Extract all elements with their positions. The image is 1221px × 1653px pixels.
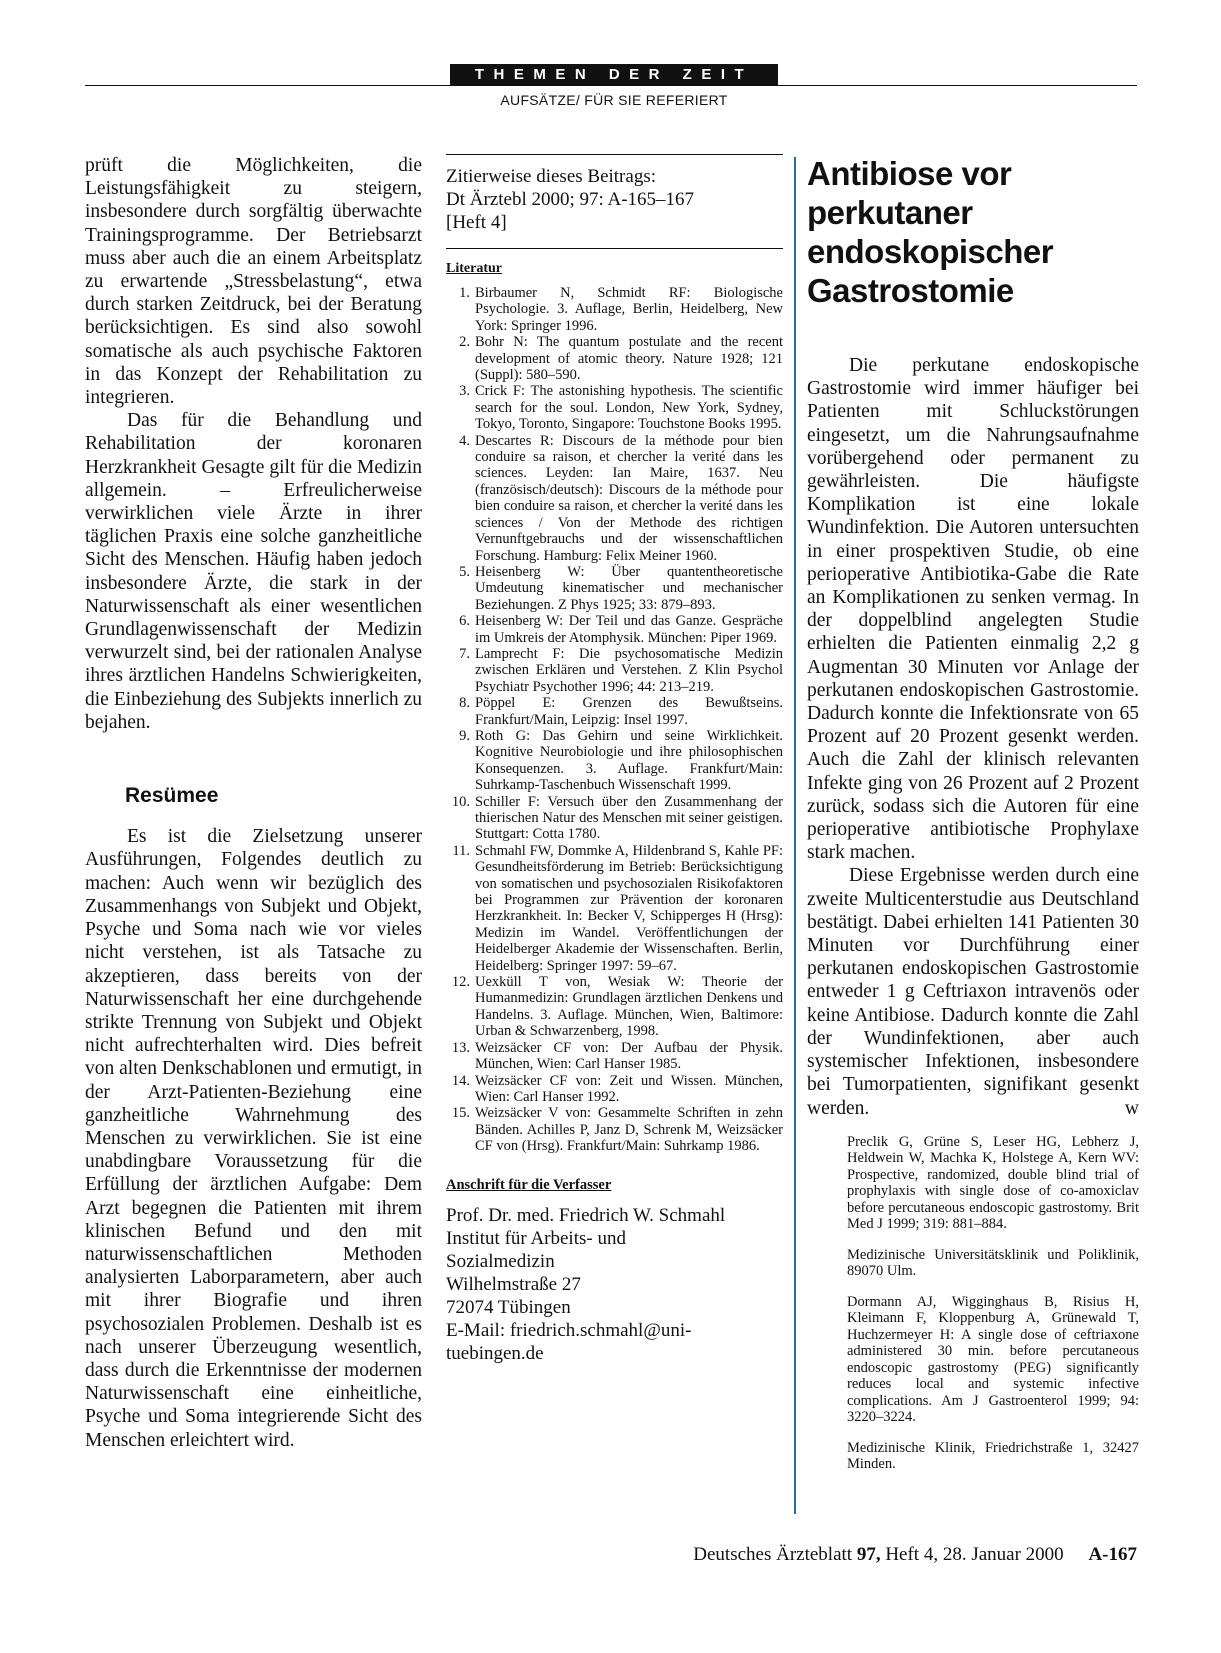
reference-number: 6.	[459, 613, 470, 630]
header-rule	[85, 85, 1137, 86]
address-line: E-Mail: friedrich.schmahl@uni-	[446, 1319, 692, 1341]
reference-item	[446, 695, 783, 728]
reference-text: Schiller F: Versuch über den Zusammenhang der thierischen Natur des Menschen mit seiner geistigen. Stuttgart: Cotta 1780.	[475, 793, 783, 843]
page-number: A-167	[1088, 1544, 1137, 1565]
reference-number: 8.	[459, 695, 470, 712]
reference-number: 11.	[452, 842, 470, 859]
reference-text: Pöppel E: Grenzen des Bewußtseins. Frankfurt/Main, Leipzig: Insel 1997.	[475, 695, 783, 728]
column-divider	[794, 157, 796, 1514]
affiliation: Medizinische Klinik, Friedrichstraße 1, 32427 Minden.	[847, 1439, 1139, 1473]
reference-text: Birbaumer N, Schmidt RF: Biologische Psychologie. 3. Auflage, Berlin, Heidelberg, New York: Springer 1996.	[475, 285, 783, 334]
references-heading: Literatur	[446, 261, 502, 276]
article-body	[807, 354, 1139, 1120]
reference-text: Bohr N: The quantum postulate and the recent development of atomic theory. Nature 1928; 121 (Suppl): 580–590.	[475, 334, 783, 384]
reference-item	[446, 613, 783, 646]
citation-line: Zitierweise dieses Beitrags:	[446, 166, 656, 187]
reference-text: Weizsäcker CF von: Zeit und Wissen. München, Wien: Carl Hanser 1992.	[475, 1072, 783, 1105]
reference-item	[446, 728, 783, 794]
reference-text: Schmahl FW, Dommke A, Hildenbrand S, Kahle PF: Gesundheitsförderung im Betrieb: Berücksichtigung von somatischen und psychosozialen Risikofaktoren bei Programmen zur Prävention der koronaren Herzkrankheit. In: Becker V, Schipperges H (Hrsg): Medizin im Wandel. Veröffentlichungen der Heidelberger Akademie der Wissenschaften. Berlin, Heidelberg: Springer 1997: 59–67.	[475, 842, 783, 974]
reference-text: Descartes R: Discours de la méthode pour bien conduire sa raison, et chercher la verité dans les sciences. Leyden: Ian Maire, 1637. Neu (französisch/deutsch): Discours de la méthode pour bien conduire sa raison, et chercher la verité dans les sciences / Von der Methode des richtigen Vernunftgebrauchs und der wissenschaftlichen Forschung. Hamburg: Felix Meiner 1960.	[475, 432, 783, 564]
reference-number: 10.	[451, 793, 470, 810]
reference-text: Heisenberg W: Über quantentheoretische Umdeutung kinematischer und mechanischer Beziehungen. Z Phys 1925; 33: 879–893.	[475, 563, 783, 613]
page-footer	[693, 1544, 1137, 1566]
citation-block	[446, 165, 783, 234]
body-paragraph: Das für die Behandlung und Rehabilitation der koronaren Herzkrankheit Gesagte gilt für die Medizin allgemein. – Erfreulicherweise verwirklichen viele Ärzte in ihrer täglichen Praxis eine solche ganzheitliche Sicht des Menschen. Häufig haben jedoch insbesondere Ärzte, die stark in der Naturwissenschaft als einer wesentlichen Grundlagenwissenschaft der Medizin verwurzelt sind, bei der rationalen Analyse ihres ärztlichen Handelns Schwierigkeiten, die Einbeziehung des Subjekts innerlich zu bejahen.	[85, 410, 422, 733]
reference-number: 13.	[451, 1039, 470, 1056]
reference-item	[446, 285, 783, 334]
reference-text: Weizsäcker CF von: Der Aufbau der Physik. München, Wien: Carl Hanser 1985.	[475, 1039, 783, 1073]
reference-text: Heisenberg W: Der Teil und das Ganze. Gespräche im Umkreis der Atomphysik. München: Piper 1969.	[475, 613, 783, 646]
address-line: Prof. Dr. med. Friedrich W. Schmahl	[446, 1204, 726, 1226]
reference-item	[446, 843, 783, 974]
reference-entry: Dormann AJ, Wigginghaus B, Risius H, Kleimann F, Kloppenburg A, Grünewald T, Huchzermeyer H: A single dose of ceftriaxone administered 30 min. before percutaneous endoscopic gastrostomy (PEG) significantly reduces local and systemic infective complications. Am J Gastroenterol 1999; 94: 3220–3224.	[847, 1293, 1139, 1426]
body-paragraph: Es ist die Zielsetzung unserer Ausführungen, Folgendes deutlich zu machen: Auch wenn wir bezüglich des Zusammenhangs von Subjekt und Objekt, Psyche und Soma nach wie vor vieles nicht verstehen, ist als Tatsache zu akzeptieren, dass bereits von der Naturwissenschaft her eine durchgehende strikte Trennung von Subjekt und Objekt nicht aufrechterhalten wird. Dies befreit von alten Denkschablonen und ermutigt, in der Arzt-Patienten-Beziehung eine ganzheitliche Wahrnehmung des Menschen zu verwirklichen. Sie ist eine unabdingbare Voraussetzung für die Erfüllung der ärztlichen Aufgabe: Dem Arzt begegnen die Patienten mit ihrem klinischen Befund und den mit naturwissenschaftlichen Methoden analysierten Laborparametern, aber auch mit ihrer Biografie und ihren psychosozialen Problemen. Deshalb ist es nach unserer Überzeugung wesentlich, dass durch die Erkenntnisse der modernen Naturwissenschaft eine einheitliche, Psyche und Soma integrierende Sicht des Menschen erleichtert wird.	[85, 826, 422, 1451]
citation-line: Dt Ärztebl 2000; 97: A-165–167	[446, 189, 695, 210]
divider	[446, 154, 783, 155]
body-paragraph	[807, 864, 1139, 1119]
reference-text: Crick F: The astonishing hypothesis. The scientific search for the soul. London, New York, Sydney, Tokyo, Toronto, Singapore: Touchstone Books 1995.	[475, 383, 783, 433]
body-paragraph: prüft die Möglichkeiten, die Leistungsfähigkeit zu steigern, insbesondere durch sorgfältig überwachte Trainingsprogramme. Der Betriebsarzt muss aber auch die an einem Arbeitsplatz zu erwartende „Stressbelastung“, etwa durch starken Zeitdruck, bei der Beratung berücksichtigen. Es sind also sowohl somatische als auch psychische Faktoren in das Konzept der Rehabilitation zu integrieren.	[85, 155, 422, 409]
reference-number: 4.	[459, 432, 470, 449]
article-references	[847, 1134, 1139, 1473]
reference-item	[446, 1073, 783, 1106]
reference-item	[446, 433, 783, 564]
address-line: tuebingen.de	[446, 1342, 544, 1364]
reference-item	[446, 564, 783, 613]
divider	[446, 248, 783, 249]
body-text: Diese Ergebnisse werden durch eine zweite Multicenterstudie aus Deutschland bestätigt. Dabei erhielten 141 Patienten 30 Minuten vor Durchführung einer perkutanen endoskopischen Gastrostomie entweder 1 g Ceftriaxon intravenös oder keine Antibiose. Dadurch konnte die Zahl der Wundinfektionen, aber auch systemischer Infektionen, insbesondere bei Tumorpatienten, signifikant gesenkt werden.	[807, 865, 1139, 1119]
address-line: Sozialmedizin	[446, 1250, 555, 1272]
address-line: Wilhelmstraße 27	[446, 1273, 581, 1295]
reference-number: 7.	[459, 645, 470, 662]
reference-item	[446, 794, 783, 843]
address-block	[446, 1204, 783, 1365]
section-subtitle: AUFSÄTZE/ FÜR SIE REFERIERT	[500, 92, 728, 108]
citation-line: [Heft 4]	[446, 212, 507, 233]
reference-number: 12.	[451, 974, 470, 991]
column-left	[85, 154, 422, 1452]
reference-text: Uexküll T von, Wesiak W: Theorie der Humanmedizin: Grundlagen ärztlichen Denkens und Handelns. 3. Auflage. München, Wien, Baltimore: Urban & Schwarzenberg, 1998.	[475, 974, 783, 1040]
address-heading: Anschrift für die Verfasser	[446, 1176, 612, 1193]
reference-text: Roth G: Das Gehirn und seine Wirklichkeit. Kognitive Neurobiologie und ihre philosophischen Konsequenzen. 3. Auflage. Frankfurt/Main: Suhrkamp-Taschenbuch Wissenschaft 1999.	[475, 727, 783, 794]
section-banner: THEMEN DER ZEIT	[450, 64, 778, 86]
column-right	[807, 154, 1139, 1473]
address-line: 72074 Tübingen	[446, 1296, 571, 1318]
reference-item	[446, 1105, 783, 1154]
affiliation: Medizinische Universitätsklinik und Poliklinik, 89070 Ulm.	[847, 1246, 1139, 1280]
reference-number: 3.	[459, 383, 470, 400]
reference-item	[446, 646, 783, 695]
reference-text: Weizsäcker V von: Gesammelte Schriften in zehn Bänden. Achilles P, Janz D, Schrenk M, Weizsäcker CF von (Hrsg). Frankfurt/Main: Suhrkamp 1986.	[475, 1105, 783, 1155]
reference-number: 5.	[459, 563, 470, 580]
journal-name: Deutsches Ärzteblatt	[693, 1544, 853, 1565]
column-middle	[446, 154, 783, 1365]
article-title: Antibiose vor perkutaner endoskopischer Gastrostomie	[807, 155, 1054, 309]
reference-number: 15.	[451, 1105, 470, 1122]
journal-volume: 97,	[856, 1544, 881, 1565]
reference-item	[446, 334, 783, 383]
reference-item	[446, 974, 783, 1040]
address-line: Institut für Arbeits- und	[446, 1227, 626, 1249]
reference-item	[446, 383, 783, 432]
reference-number: 14.	[451, 1072, 470, 1089]
reference-text: Lamprecht F: Die psychosomatische Medizin zwischen Erklären und Verstehen. Z Klin Psychol Psychiatr Psychother 1996; 44: 213–219.	[475, 645, 783, 695]
reference-number: 2.	[459, 334, 470, 351]
section-heading: Resümee	[125, 784, 219, 808]
body-paragraph: Die perkutane endoskopische Gastrostomie wird immer häufiger bei Patienten mit Schluckstörungen eingesetzt, um die Nahrungsaufnahme vorübergehend oder permanent zu gewährleisten. Die häufigste Komplikation ist eine lokale Wundinfektion. Die Autoren untersuchten in einer prospektiven Studie, ob eine perioperative Antibiotika-Gabe die Rate an Komplikationen zu senken vermag. In der doppelblind angelegten Studie erhielten die Patienten einmalig 2,2 g Augmentan 30 Minuten vor Anlage der perkutanen endoskopischen Gastrostomie. Dadurch konnte die Infektionsrate von 65 Prozent auf 20 Prozent gesenkt werden. Auch die Zahl der klinisch relevanten Infekte ging von 26 Prozent auf 2 Prozent zurück, sodass sich die Autoren für eine perioperative antibiotische Prophylaxe stark machen.	[807, 355, 1139, 864]
reference-item	[446, 1040, 783, 1073]
reference-number: 9.	[459, 727, 470, 744]
reference-number: 1.	[459, 285, 470, 301]
references-list	[446, 285, 783, 1155]
reference-entry: Preclik G, Grüne S, Leser HG, Lebherz J, Heldwein W, Machka K, Holstege A, Kern WV: Prospective, randomized, double blind trial of prophylaxis with single dose of co-amoxiclav before percutaneous endoscopic gastrostomy. Brit Med J 1999; 319: 881–884.	[847, 1133, 1139, 1233]
issue-date: Heft 4, 28. Januar 2000	[885, 1544, 1064, 1565]
end-mark: w	[1124, 1097, 1139, 1119]
